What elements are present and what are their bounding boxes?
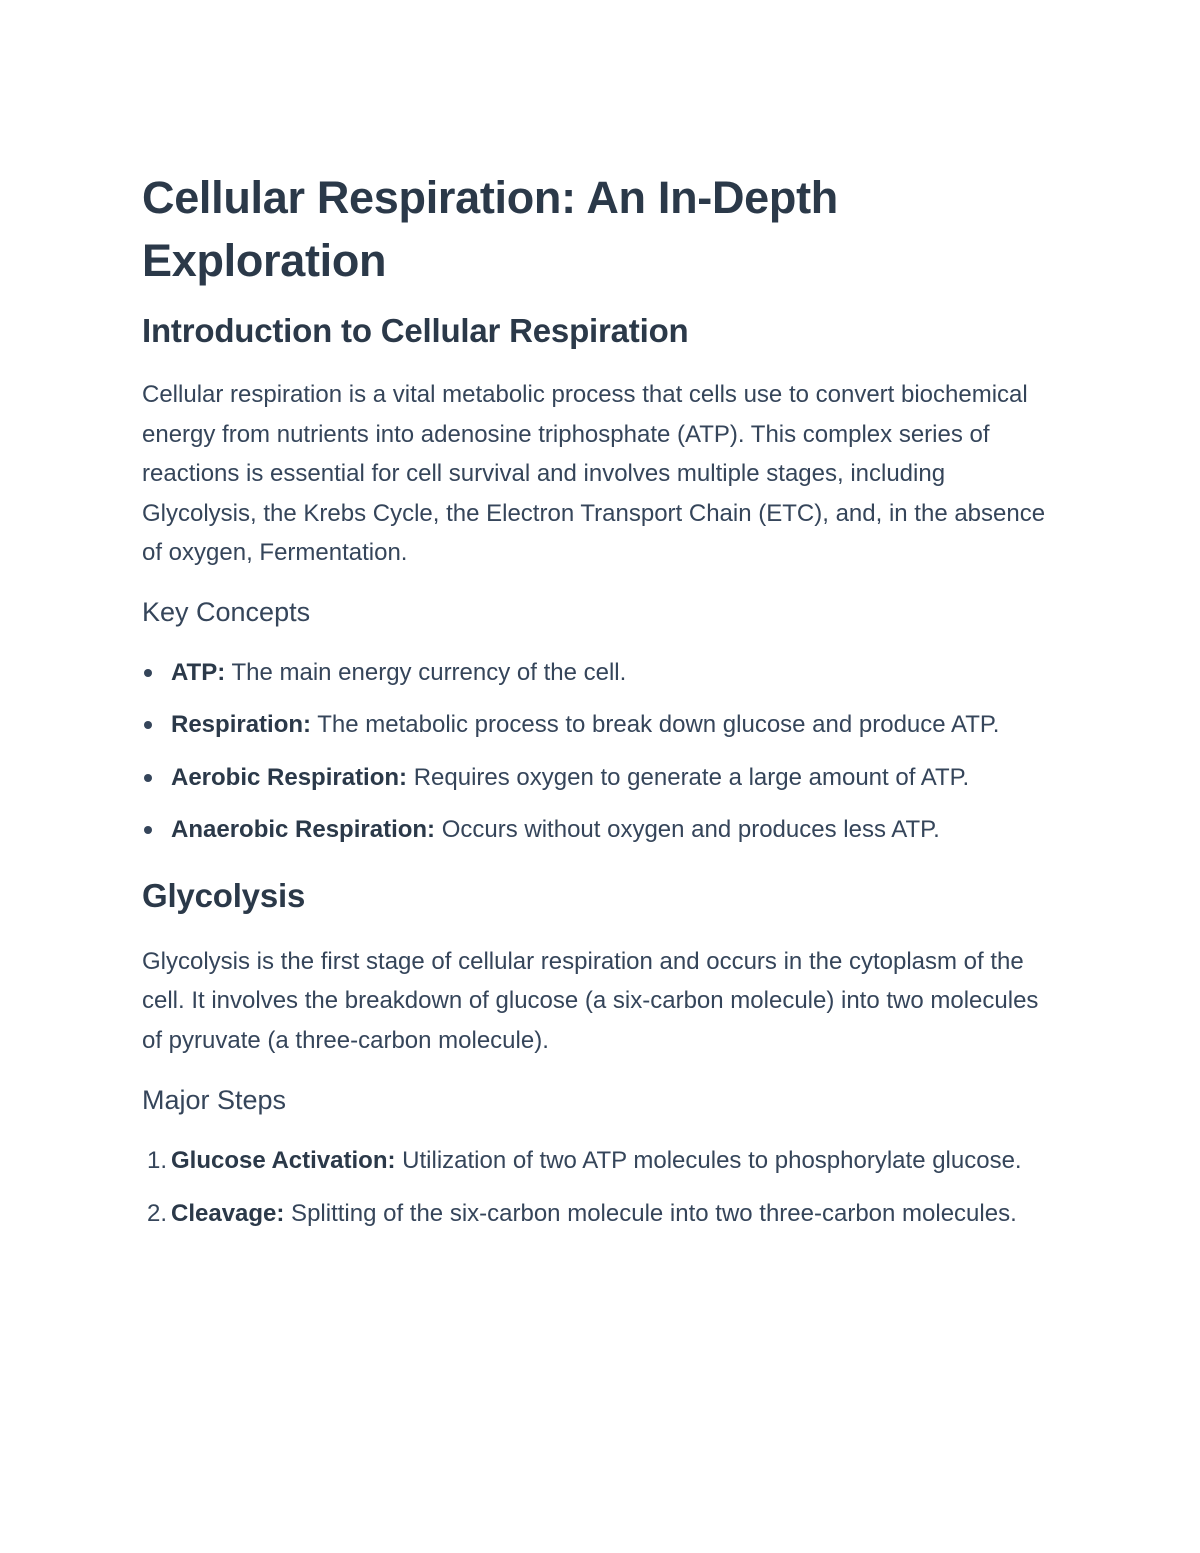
list-item	[142, 653, 1062, 693]
step-term: Cleavage:	[171, 1199, 285, 1227]
step-number: 2.	[147, 1199, 168, 1227]
document-page	[142, 166, 1062, 1233]
list-item	[142, 705, 1062, 745]
concept-text: The metabolic process to break down glucose and produce ATP.	[311, 711, 1000, 738]
step-number: 1.	[147, 1147, 168, 1174]
intro-heading: Introduction to Cellular Respiration	[142, 312, 689, 349]
major-steps-list	[142, 1141, 1062, 1233]
concept-text: Requires oxygen to generate a large amount of ATP.	[407, 763, 970, 791]
concept-text: The main energy currency of the cell.	[225, 658, 627, 686]
step-term: Glucose Activation:	[171, 1147, 396, 1174]
intro-paragraph: Cellular respiration is a vital metabolic process that cells use to convert biochemical energy from nutrients into adenosine triphosphate (ATP). This complex series of reactions is essential for cell survival and involves multiple stages, including Glycolysis, the Krebs Cycle, the Electron Transport Chain (ETC), and, in the absence of oxygen, Fermentation.	[142, 381, 1046, 566]
document-title: Cellular Respiration: An In-Depth Exploration	[142, 172, 838, 286]
key-concepts-heading: Key Concepts	[142, 596, 311, 627]
bullet-icon	[144, 774, 152, 782]
bullet-icon	[144, 721, 152, 729]
step-text: Utilization of two ATP molecules to phosphorylate glucose.	[395, 1147, 1022, 1174]
glycolysis-heading: Glycolysis	[142, 876, 306, 914]
list-item	[142, 810, 1062, 850]
concept-term: ATP:	[171, 658, 226, 686]
bullet-icon	[144, 826, 152, 834]
concept-term: Respiration:	[171, 711, 312, 738]
list-item	[142, 1194, 1062, 1234]
list-item	[142, 758, 1062, 798]
list-item	[142, 1141, 1062, 1181]
concept-term: Anaerobic Respiration:	[171, 816, 436, 843]
glycolysis-paragraph: Glycolysis is the first stage of cellular respiration and occurs in the cytoplasm of the cell. It involves the breakdown of glucose (a six-carbon molecule) into two molecules of pyruvate (a three-carbon molecule).	[142, 947, 1039, 1054]
step-text: Splitting of the six-carbon molecule into two three-carbon molecules.	[284, 1199, 1017, 1227]
bullet-icon	[144, 669, 152, 677]
concept-term: Aerobic Respiration:	[171, 763, 408, 791]
major-steps-heading: Major Steps	[142, 1085, 287, 1115]
concept-text: Occurs without oxygen and produces less ATP.	[435, 816, 940, 843]
key-concepts-list	[142, 653, 1062, 850]
